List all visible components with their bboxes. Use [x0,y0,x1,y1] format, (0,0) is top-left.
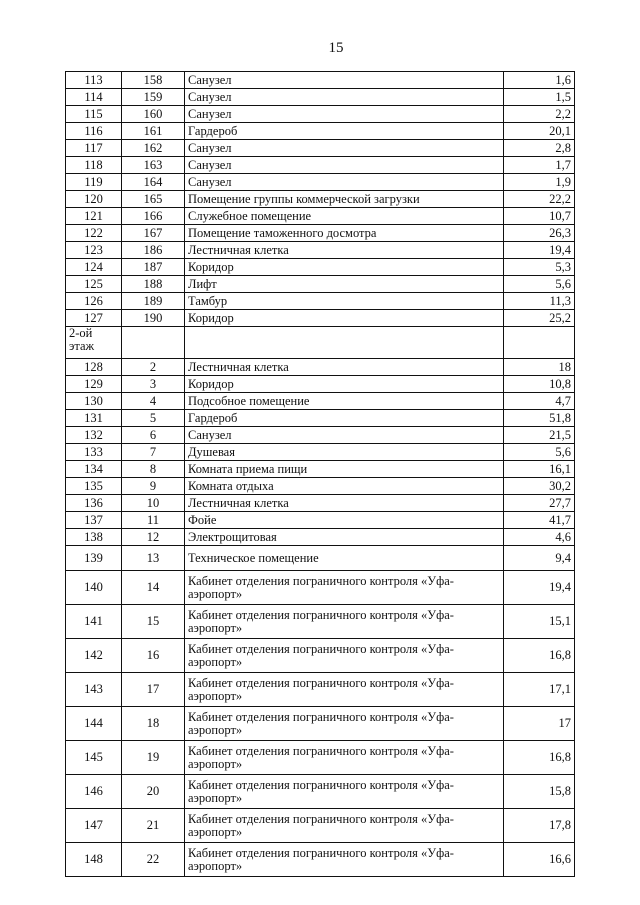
room-name: Гардероб [185,410,504,427]
room-number: 189 [122,293,185,310]
row-number: 137 [66,512,122,529]
row-number: 138 [66,529,122,546]
room-number: 166 [122,208,185,225]
row-number: 119 [66,174,122,191]
rooms-table [65,71,575,877]
room-name: Тамбур [185,293,504,310]
table-row [66,393,575,410]
first-floor-rows [66,72,575,327]
room-number: 187 [122,259,185,276]
room-name: Фойе [185,512,504,529]
room-area: 19,4 [504,571,575,605]
room-area: 1,6 [504,72,575,89]
room-number: 165 [122,191,185,208]
room-number: 12 [122,529,185,546]
table-row [66,310,575,327]
room-number: 5 [122,410,185,427]
table-row [66,673,575,707]
row-number: 128 [66,359,122,376]
floor-label: 2-ой этаж [69,326,95,353]
room-name: Лестничная клетка [185,359,504,376]
table-row [66,410,575,427]
table-row [66,546,575,571]
room-name: Санузел [185,89,504,106]
room-name: Кабинет отделения пограничного контроля «Уфа-аэропорт» [185,571,504,605]
row-number: 147 [66,809,122,843]
room-name: Санузел [185,106,504,123]
row-number: 122 [66,225,122,242]
page-number: 15 [328,40,344,56]
table-row [66,106,575,123]
room-area: 17,1 [504,673,575,707]
table-row [66,293,575,310]
table-row [66,529,575,546]
room-number: 15 [122,605,185,639]
table-row [66,571,575,605]
room-area: 17,8 [504,809,575,843]
room-name: Кабинет отделения пограничного контроля «Уфа-аэропорт» [185,775,504,809]
room-name: Кабинет отделения пограничного контроля «Уфа-аэропорт» [185,707,504,741]
room-number: 8 [122,461,185,478]
room-number: 186 [122,242,185,259]
room-number: 158 [122,72,185,89]
room-number: 22 [122,843,185,877]
row-number: 142 [66,639,122,673]
room-number: 3 [122,376,185,393]
room-name: Кабинет отделения пограничного контроля «Уфа-аэропорт» [185,843,504,877]
row-number: 134 [66,461,122,478]
row-number: 118 [66,157,122,174]
room-name: Лестничная клетка [185,495,504,512]
room-name: Кабинет отделения пограничного контроля «Уфа-аэропорт» [185,673,504,707]
row-number: 133 [66,444,122,461]
table-row [66,89,575,106]
row-number: 124 [66,259,122,276]
room-area: 22,2 [504,191,575,208]
room-number: 17 [122,673,185,707]
table-row [66,478,575,495]
room-number: 160 [122,106,185,123]
room-name: Электрощитовая [185,529,504,546]
room-area: 15,8 [504,775,575,809]
table-row [66,259,575,276]
room-area: 15,1 [504,605,575,639]
row-number: 130 [66,393,122,410]
table-row [66,707,575,741]
room-name: Санузел [185,427,504,444]
room-area: 18 [504,359,575,376]
room-number: 13 [122,546,185,571]
table-row [66,775,575,809]
room-area: 2,2 [504,106,575,123]
table-row [66,72,575,89]
row-number: 144 [66,707,122,741]
table-row [66,157,575,174]
room-number: 2 [122,359,185,376]
table-row [66,359,575,376]
row-number: 141 [66,605,122,639]
table-row [66,123,575,140]
room-number: 10 [122,495,185,512]
room-name: Кабинет отделения пограничного контроля «Уфа-аэропорт» [185,605,504,639]
row-number: 120 [66,191,122,208]
room-name: Служебное помещение [185,208,504,225]
room-area: 4,6 [504,529,575,546]
room-name: Комната приема пищи [185,461,504,478]
row-number: 126 [66,293,122,310]
room-number: 18 [122,707,185,741]
room-number: 6 [122,427,185,444]
floor-header [66,327,575,359]
row-number: 116 [66,123,122,140]
row-number: 114 [66,89,122,106]
room-area: 41,7 [504,512,575,529]
table-row [66,242,575,259]
row-number: 113 [66,72,122,89]
room-area: 2,8 [504,140,575,157]
room-area: 27,7 [504,495,575,512]
table-row [66,191,575,208]
room-area: 16,1 [504,461,575,478]
room-area: 5,6 [504,444,575,461]
room-number: 9 [122,478,185,495]
room-name: Помещение таможенного досмотра [185,225,504,242]
row-number: 131 [66,410,122,427]
room-number: 19 [122,741,185,775]
second-floor-rows [66,359,575,877]
row-number: 127 [66,310,122,327]
room-area: 16,8 [504,741,575,775]
room-area: 21,5 [504,427,575,444]
table-row [66,376,575,393]
room-area: 19,4 [504,242,575,259]
table-row [66,843,575,877]
room-area: 26,3 [504,225,575,242]
room-area: 1,7 [504,157,575,174]
room-area: 10,8 [504,376,575,393]
row-number: 121 [66,208,122,225]
table-row [66,512,575,529]
row-number: 146 [66,775,122,809]
room-number: 161 [122,123,185,140]
room-number: 190 [122,310,185,327]
room-number: 167 [122,225,185,242]
row-number: 140 [66,571,122,605]
row-number: 145 [66,741,122,775]
table-row [66,174,575,191]
row-number: 136 [66,495,122,512]
room-name: Техническое помещение [185,546,504,571]
room-name: Коридор [185,310,504,327]
row-number: 129 [66,376,122,393]
room-name: Коридор [185,259,504,276]
room-area: 5,6 [504,276,575,293]
table-row [66,639,575,673]
room-area: 1,9 [504,174,575,191]
room-number: 4 [122,393,185,410]
room-area: 51,8 [504,410,575,427]
room-name: Лестничная клетка [185,242,504,259]
room-number: 164 [122,174,185,191]
room-name: Кабинет отделения пограничного контроля «Уфа-аэропорт» [185,741,504,775]
room-number: 163 [122,157,185,174]
room-area: 17 [504,707,575,741]
row-number: 132 [66,427,122,444]
table-row [66,495,575,512]
room-number: 14 [122,571,185,605]
table-row [66,276,575,293]
room-name: Санузел [185,140,504,157]
room-number: 20 [122,775,185,809]
room-number: 21 [122,809,185,843]
table-row [66,427,575,444]
table-row [66,605,575,639]
room-name: Коридор [185,376,504,393]
room-name: Гардероб [185,123,504,140]
row-number: 117 [66,140,122,157]
room-area: 10,7 [504,208,575,225]
row-number: 143 [66,673,122,707]
floor-row [66,327,575,359]
room-area: 20,1 [504,123,575,140]
room-area: 16,6 [504,843,575,877]
room-name: Кабинет отделения пограничного контроля «Уфа-аэропорт» [185,809,504,843]
table-row [66,225,575,242]
row-number: 148 [66,843,122,877]
room-name: Лифт [185,276,504,293]
room-area: 4,7 [504,393,575,410]
room-number: 7 [122,444,185,461]
table-row [66,809,575,843]
room-number: 11 [122,512,185,529]
room-number: 159 [122,89,185,106]
room-name: Санузел [185,72,504,89]
row-number: 115 [66,106,122,123]
room-name: Санузел [185,157,504,174]
row-number: 139 [66,546,122,571]
table-row [66,741,575,775]
room-area: 16,8 [504,639,575,673]
table-row [66,208,575,225]
room-name: Душевая [185,444,504,461]
room-name: Подсобное помещение [185,393,504,410]
room-number: 16 [122,639,185,673]
room-name: Кабинет отделения пограничного контроля «Уфа-аэропорт» [185,639,504,673]
room-area: 25,2 [504,310,575,327]
row-number: 125 [66,276,122,293]
room-area: 9,4 [504,546,575,571]
table-row [66,444,575,461]
room-area: 5,3 [504,259,575,276]
room-number: 188 [122,276,185,293]
room-name: Комната отдыха [185,478,504,495]
room-number: 162 [122,140,185,157]
table-row [66,140,575,157]
room-name: Санузел [185,174,504,191]
row-number: 123 [66,242,122,259]
room-area: 30,2 [504,478,575,495]
row-number: 135 [66,478,122,495]
room-area: 1,5 [504,89,575,106]
table-row [66,461,575,478]
room-name: Помещение группы коммерческой загрузки [185,191,504,208]
room-area: 11,3 [504,293,575,310]
